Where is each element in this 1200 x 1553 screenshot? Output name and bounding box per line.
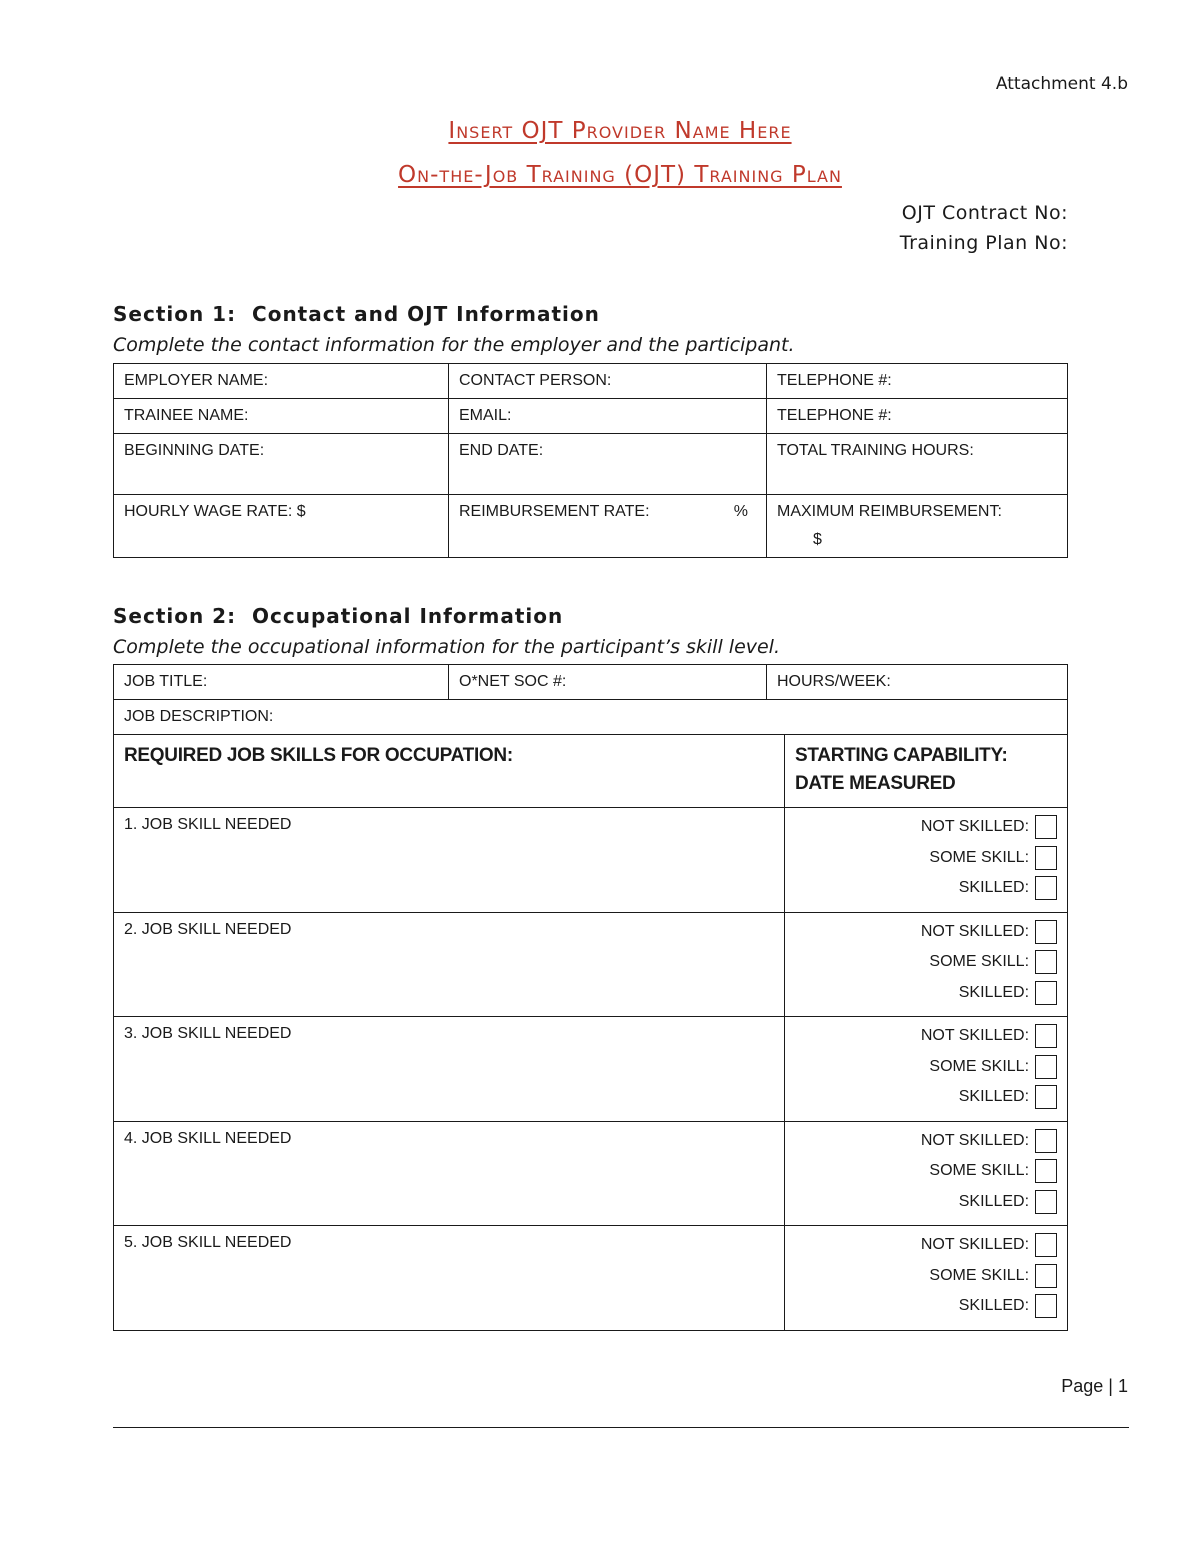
reimbursement-rate-cell[interactable]: [449, 495, 767, 558]
job-skill-cell-3[interactable]: [114, 1017, 785, 1122]
contact-person-cell[interactable]: [449, 364, 767, 399]
ojt-contract-label: OJT Contract No:: [901, 202, 1068, 224]
capability-cell-2: [785, 912, 1068, 1017]
skilled-checkbox[interactable]: [1035, 981, 1057, 1005]
some-skill-label: SOME SKILL:: [929, 1162, 1030, 1180]
capability-cell-4: [785, 1121, 1068, 1226]
required-skills-header: [114, 735, 785, 808]
skilled-checkbox[interactable]: [1035, 876, 1057, 900]
telephone-cell-2[interactable]: [767, 399, 1068, 434]
max-reimbursement-label: MAXIMUM REIMBURSEMENT:: [777, 503, 1002, 520]
employer-name-label: EMPLOYER NAME:: [124, 372, 269, 389]
beginning-date-label: BEGINNING DATE:: [124, 442, 265, 459]
section1-description: Complete the contact information for the employer and the participant.: [113, 334, 795, 356]
contact-person-label: CONTACT PERSON:: [459, 372, 612, 389]
telephone-label-1: TELEPHONE #:: [777, 372, 892, 389]
skilled-checkbox[interactable]: [1035, 1190, 1057, 1214]
some-skill-checkbox[interactable]: [1035, 1159, 1057, 1183]
email-label: EMAIL:: [459, 407, 512, 424]
end-date-label: END DATE:: [459, 442, 544, 459]
some-skill-label: SOME SKILL:: [929, 1266, 1030, 1284]
onet-soc-cell[interactable]: [449, 665, 767, 700]
total-hours-label: TOTAL TRAINING HOURS:: [777, 442, 974, 459]
total-hours-cell[interactable]: [767, 434, 1068, 495]
section2-description: Complete the occupational information for the participant’s skill level.: [113, 636, 781, 658]
job-description-label: JOB DESCRIPTION:: [124, 708, 274, 725]
trainee-name-cell[interactable]: [114, 399, 449, 434]
not-skilled-checkbox[interactable]: [1035, 1129, 1057, 1153]
section1-heading: Section 1: Contact and OJT Information: [113, 302, 600, 326]
job-skill-label-1: 1. JOB SKILL NEEDED: [124, 816, 292, 833]
starting-capability-header: [785, 735, 1068, 808]
not-skilled-label: NOT SKILLED:: [920, 1131, 1030, 1149]
required-skills-label: REQUIRED JOB SKILLS FOR OCCUPATION:: [124, 745, 513, 766]
some-skill-checkbox[interactable]: [1035, 950, 1057, 974]
job-skill-label-2: 2. JOB SKILL NEEDED: [124, 920, 292, 938]
capability-cell-1: [785, 808, 1068, 913]
contact-info-table: [113, 363, 1068, 558]
some-skill-label: SOME SKILL:: [929, 848, 1030, 866]
employer-name-cell[interactable]: [114, 364, 449, 399]
not-skilled-label: NOT SKILLED:: [920, 818, 1030, 836]
capability-cell-3: [785, 1017, 1068, 1122]
skilled-label: SKILLED:: [958, 1192, 1030, 1210]
hourly-wage-cell[interactable]: [114, 495, 449, 558]
hourly-wage-label: HOURLY WAGE RATE: $: [124, 503, 306, 520]
not-skilled-checkbox[interactable]: [1035, 1233, 1057, 1257]
job-skill-cell-5[interactable]: [114, 1226, 785, 1331]
plan-title: On-the-Job Training (OJT) Training Plan: [398, 162, 842, 188]
capability-cell-5: [785, 1226, 1068, 1331]
hours-week-label: HOURS/WEEK:: [777, 673, 891, 690]
percent-sign: %: [733, 503, 748, 520]
date-measured-label: DATE MEASURED: [795, 773, 956, 794]
beginning-date-cell[interactable]: [114, 434, 449, 495]
end-date-cell[interactable]: [449, 434, 767, 495]
skilled-label: SKILLED:: [958, 879, 1030, 897]
max-reimbursement-cell[interactable]: [767, 495, 1068, 558]
job-skill-label-5: 5. JOB SKILL NEEDED: [124, 1234, 292, 1251]
training-plan-label: Training Plan No:: [899, 232, 1068, 254]
hours-week-cell[interactable]: [767, 665, 1068, 700]
trainee-name-label: TRAINEE NAME:: [124, 407, 249, 424]
job-title-cell[interactable]: [114, 665, 449, 700]
skilled-label: SKILLED:: [958, 1088, 1030, 1106]
telephone-cell-1[interactable]: [767, 364, 1068, 399]
telephone-label-2: TELEPHONE #:: [777, 407, 892, 424]
skilled-checkbox[interactable]: [1035, 1294, 1057, 1318]
some-skill-checkbox[interactable]: [1035, 1264, 1057, 1288]
some-skill-label: SOME SKILL:: [929, 1057, 1030, 1075]
not-skilled-checkbox[interactable]: [1035, 1024, 1057, 1048]
not-skilled-label: NOT SKILLED:: [920, 1236, 1030, 1254]
attachment-label: Attachment 4.b: [995, 74, 1128, 94]
some-skill-label: SOME SKILL:: [929, 953, 1030, 971]
some-skill-checkbox[interactable]: [1035, 1055, 1057, 1079]
skilled-label: SKILLED:: [958, 983, 1030, 1001]
not-skilled-checkbox[interactable]: [1035, 920, 1057, 944]
job-skill-cell-2[interactable]: [114, 912, 785, 1017]
footer-divider: [113, 1427, 1129, 1428]
job-description-cell[interactable]: [114, 700, 1068, 735]
starting-capability-label: STARTING CAPABILITY:: [795, 745, 1008, 766]
job-skill-label-3: 3. JOB SKILL NEEDED: [124, 1025, 292, 1042]
job-title-label: JOB TITLE:: [124, 673, 208, 690]
section2-heading: Section 2: Occupational Information: [113, 604, 564, 628]
not-skilled-label: NOT SKILLED:: [920, 1027, 1030, 1045]
max-reimbursement-dollar: $: [813, 531, 822, 548]
not-skilled-label: NOT SKILLED:: [920, 922, 1030, 940]
reimbursement-rate-label: REIMBURSEMENT RATE:: [459, 503, 650, 520]
skilled-label: SKILLED:: [958, 1297, 1030, 1315]
job-skill-cell-4[interactable]: [114, 1121, 785, 1226]
skilled-checkbox[interactable]: [1035, 1085, 1057, 1109]
job-skill-cell-1[interactable]: [114, 808, 785, 913]
onet-soc-label: O*NET SOC #:: [459, 673, 567, 690]
occupational-info-table: [113, 664, 1068, 1331]
email-cell[interactable]: [449, 399, 767, 434]
not-skilled-checkbox[interactable]: [1035, 815, 1057, 839]
page-number: Page | 1: [1061, 1376, 1128, 1396]
job-skill-label-4: 4. JOB SKILL NEEDED: [124, 1129, 292, 1147]
some-skill-checkbox[interactable]: [1035, 846, 1057, 870]
provider-title: Insert OJT Provider Name Here: [448, 118, 792, 144]
